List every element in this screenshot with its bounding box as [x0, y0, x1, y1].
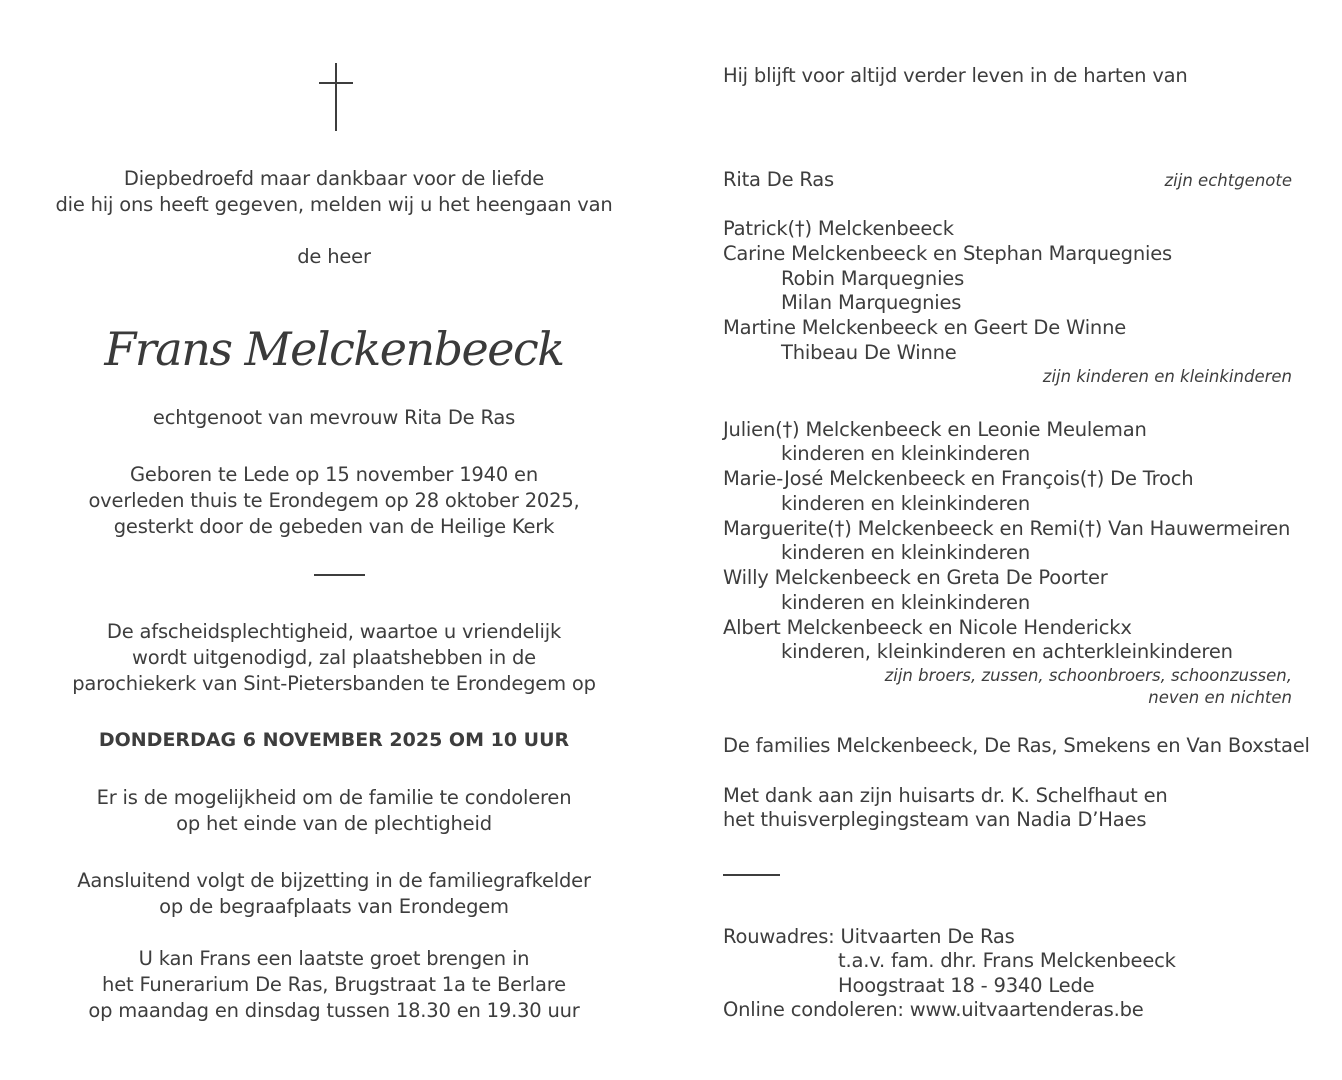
- cross-icon: [335, 63, 337, 131]
- grandchild-line: Milan Marquegnies: [781, 291, 962, 314]
- right-heading: Hij blijft voor altijd verder leven in de harten van: [723, 64, 1188, 87]
- intro-line-1: Diepbedroefd maar dankbaar voor de liefde: [123, 167, 545, 190]
- thanks-line-2: het thuisverplegingsteam van Nadia D’Haes: [723, 808, 1147, 831]
- burial-line-2: op de begraafplaats van Erondegem: [159, 895, 509, 918]
- ceremony-date: DONDERDAG 6 NOVEMBER 2025 OM 10 UUR: [98, 729, 570, 751]
- wife-note: zijn echtgenote: [1164, 171, 1292, 190]
- condolence-line-1: Er is de mogelijkheid om de familie te condoleren: [96, 786, 572, 809]
- divider: [723, 874, 780, 876]
- online-condolence-line: Online condoleren: www.uitvaartenderas.be: [723, 998, 1144, 1021]
- sibling-line: Marguerite(†) Melckenbeeck en Remi(†) Van Hauwermeiren: [723, 517, 1291, 540]
- birth-line-3: gesterkt door de gebeden van de Heilige Kerk: [113, 515, 555, 538]
- child-line: Martine Melckenbeeck en Geert De Winne: [723, 316, 1127, 339]
- sibling-descendants: kinderen en kleinkinderen: [781, 541, 1031, 564]
- address-line: t.a.v. fam. dhr. Frans Melckenbeeck: [838, 949, 1176, 972]
- visit-line-3: op maandag en dinsdag tussen 18.30 en 19.30 uur: [88, 999, 580, 1022]
- ceremony-line-2: wordt uitgenodigd, zal plaatshebben in de: [132, 646, 536, 669]
- sibling-descendants: kinderen en kleinkinderen: [781, 492, 1031, 515]
- siblings-note-1: zijn broers, zussen, schoonbroers, schoonzussen,: [884, 666, 1292, 685]
- child-line: Carine Melckenbeeck en Stephan Marquegnies: [723, 242, 1172, 265]
- birth-line-2: overleden thuis te Erondegem op 28 oktober 2025,: [88, 489, 580, 512]
- ceremony-line-3: parochiekerk van Sint-Pietersbanden te Erondegem op: [72, 672, 596, 695]
- sibling-line: Julien(†) Melckenbeeck en Leonie Meuleman: [723, 418, 1147, 441]
- sibling-descendants: kinderen en kleinkinderen: [781, 442, 1031, 465]
- intro-line-2: die hij ons heeft gegeven, melden wij u het heengaan van: [55, 193, 613, 216]
- ceremony-line-1: De afscheidsplechtigheid, waartoe u vriendelijk: [106, 620, 562, 643]
- sibling-line: Marie-José Melckenbeeck en François(†) De Troch: [723, 467, 1194, 490]
- divider: [314, 574, 365, 576]
- visit-line-2: het Funerarium De Ras, Brugstraat 1a te Berlare: [102, 973, 566, 996]
- grandchild-line: Robin Marquegnies: [781, 267, 965, 290]
- address-line: Rouwadres: Uitvaarten De Ras: [723, 925, 1015, 948]
- spouse-line: echtgenoot van mevrouw Rita De Ras: [152, 406, 516, 429]
- thanks-line-1: Met dank aan zijn huisarts dr. K. Schelfhaut en: [723, 784, 1168, 807]
- birth-line-1: Geboren te Lede op 15 november 1940 en: [129, 463, 538, 486]
- sibling-descendants: kinderen en kleinkinderen: [781, 591, 1031, 614]
- grandchild-line: Thibeau De Winne: [781, 341, 957, 364]
- wife-name: Rita De Ras: [723, 168, 835, 191]
- deceased-name: Frans Melckenbeeck: [104, 322, 564, 376]
- sibling-line: Albert Melckenbeeck en Nicole Henderickx: [723, 616, 1132, 639]
- sibling-line: Willy Melckenbeeck en Greta De Poorter: [723, 566, 1108, 589]
- condolence-line-2: op het einde van de plechtigheid: [176, 812, 492, 835]
- children-note: zijn kinderen en kleinkinderen: [1042, 367, 1292, 386]
- sibling-descendants: kinderen, kleinkinderen en achterkleinkinderen: [781, 640, 1233, 663]
- cross-icon-bar: [319, 82, 353, 84]
- title: de heer: [297, 245, 371, 268]
- address-line: Hoogstraat 18 - 9340 Lede: [838, 974, 1095, 997]
- burial-line-1: Aansluitend volgt de bijzetting in de familiegrafkelder: [77, 869, 591, 892]
- visit-line-1: U kan Frans een laatste groet brengen in: [138, 947, 530, 970]
- siblings-note-2: neven en nichten: [1148, 688, 1292, 707]
- child-line: Patrick(†) Melckenbeeck: [723, 217, 954, 240]
- families-line: De families Melckenbeeck, De Ras, Smekens en Van Boxstael: [723, 734, 1310, 757]
